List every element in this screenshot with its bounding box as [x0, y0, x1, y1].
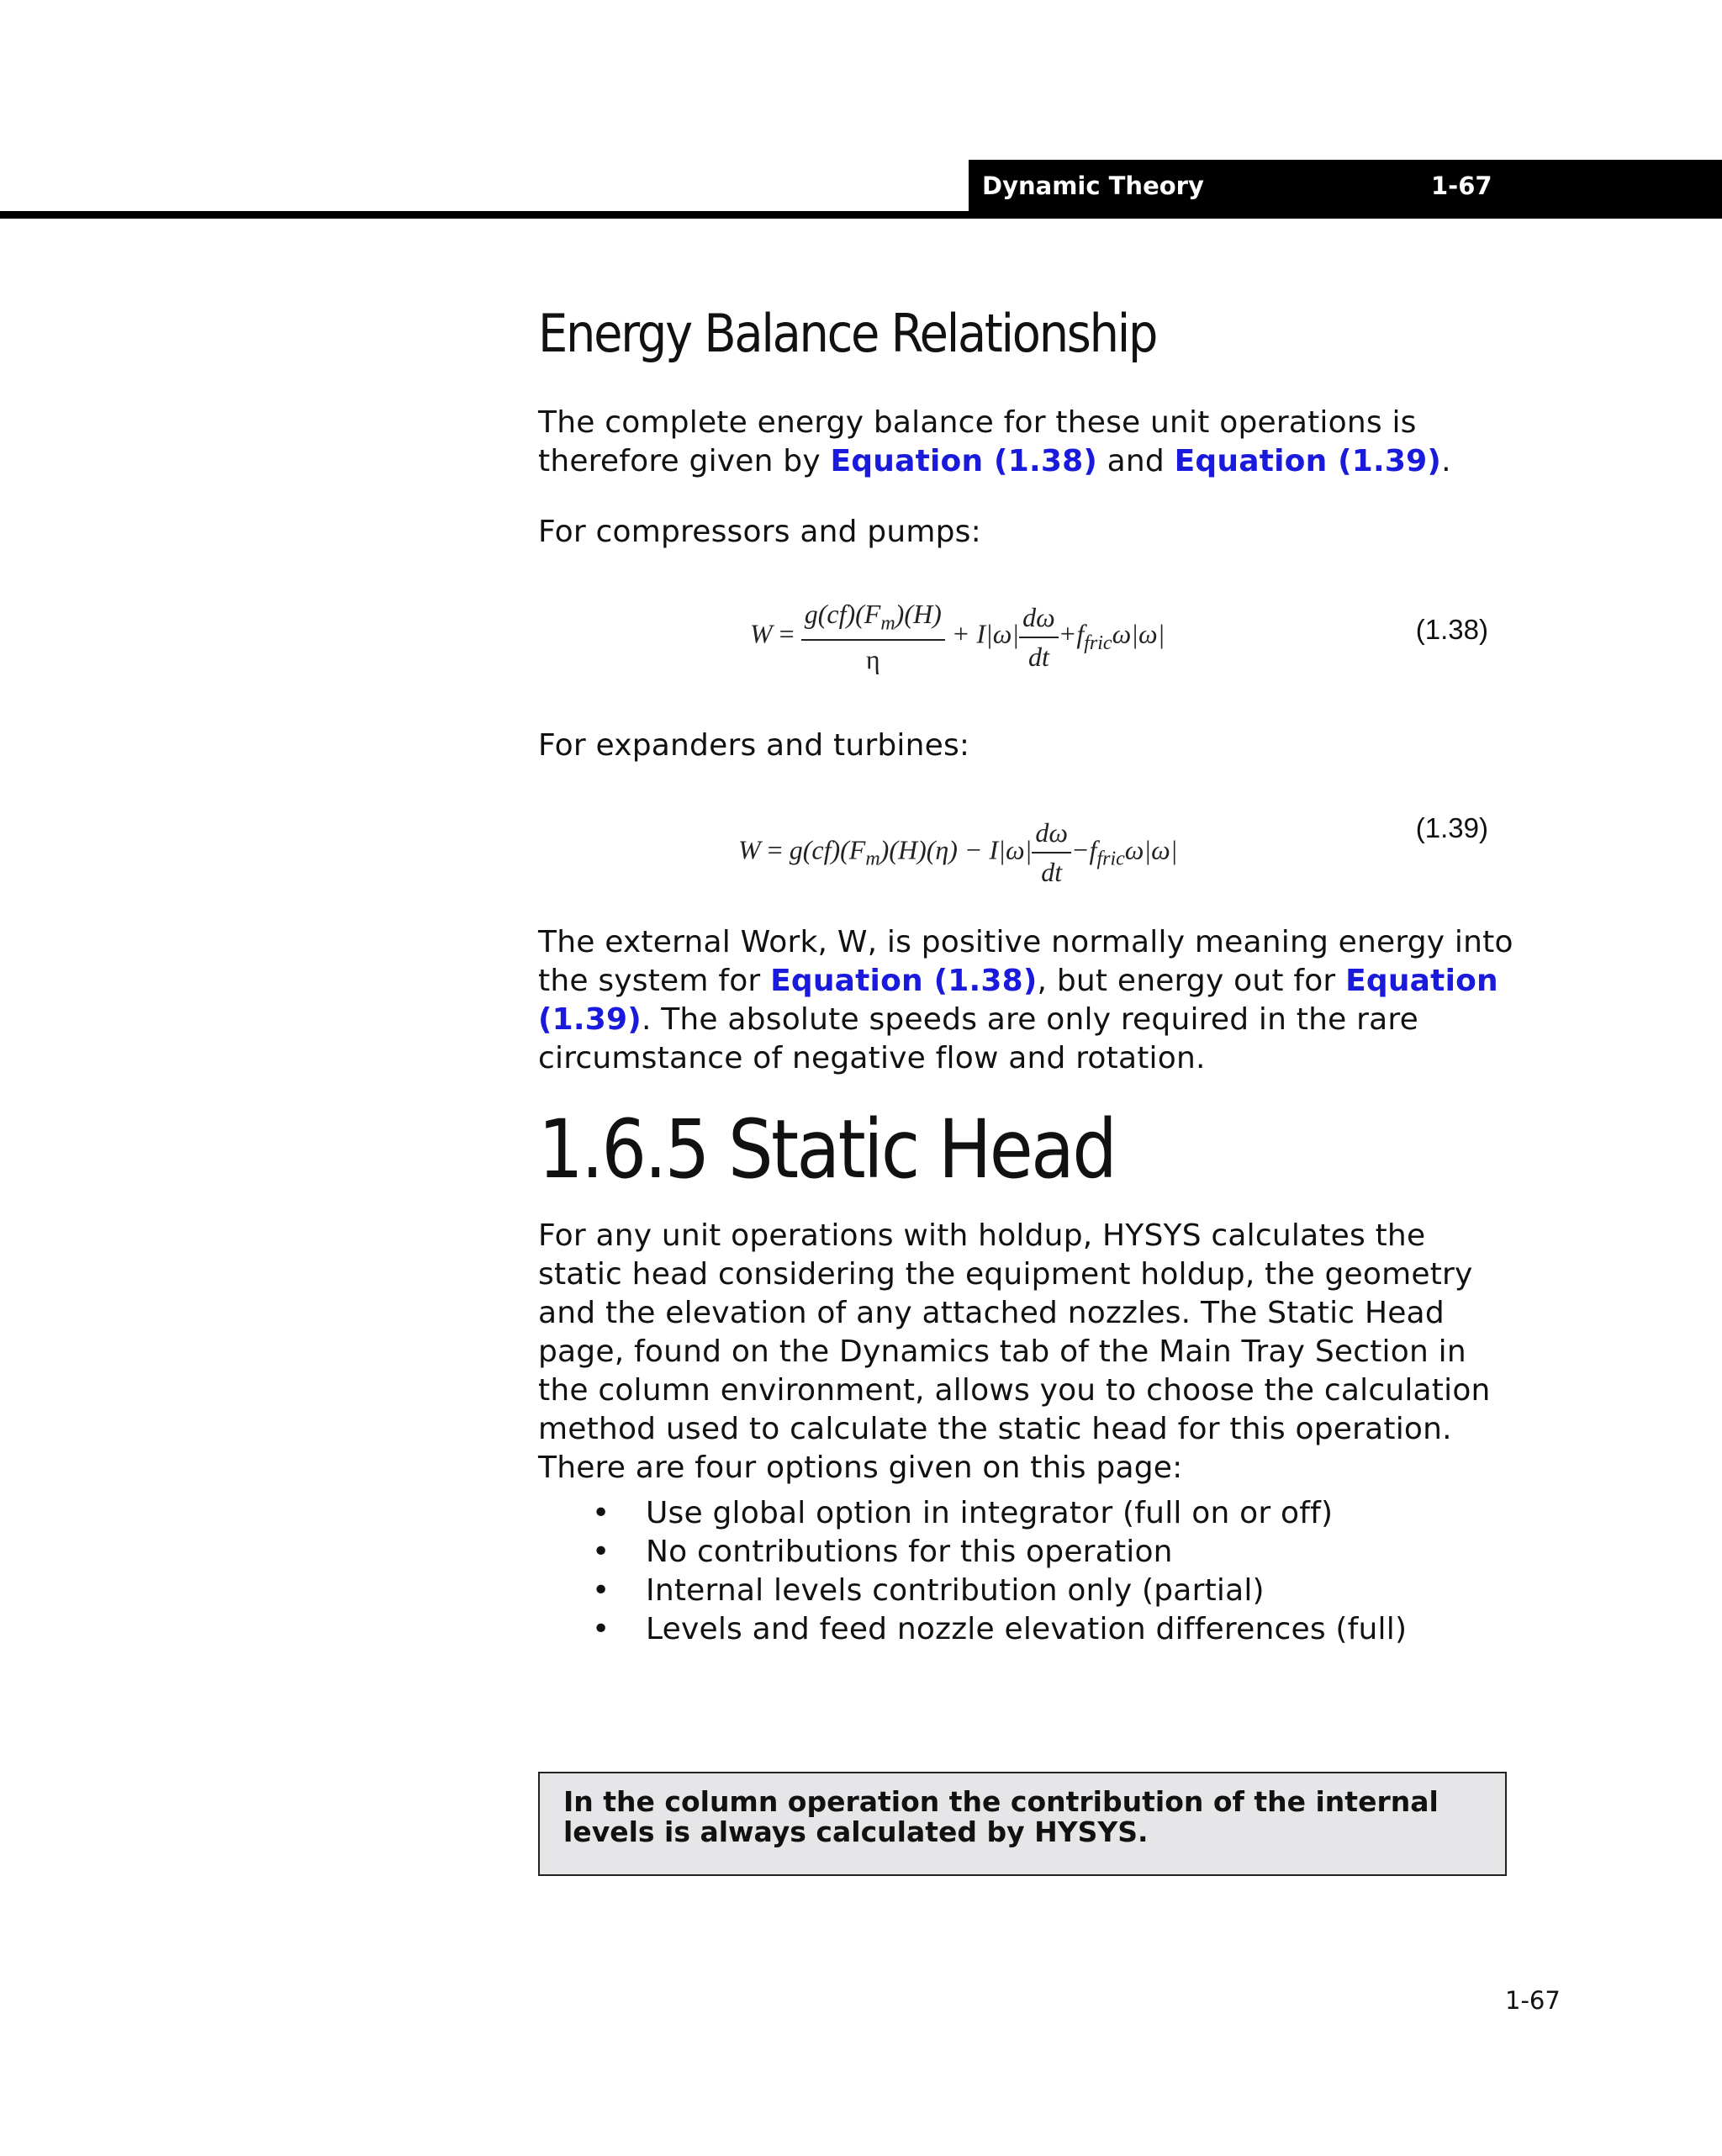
- eq1-inertia-term: + I|ω|: [951, 618, 1020, 649]
- intro-text: The complete energy balance for these unit operations is therefore given by: [538, 405, 1417, 479]
- static-head-options: [538, 1494, 1513, 1649]
- eq2-friction-sub: fric: [1096, 848, 1125, 871]
- running-header-page-number: 1-67: [1431, 172, 1492, 200]
- eq1-equals: =: [779, 618, 795, 649]
- eq1-lhs: W: [750, 618, 773, 649]
- eq2-lhs: W: [738, 834, 761, 865]
- footer-page-number: 1-67: [1505, 1986, 1561, 2015]
- eq2-body: g(cf)(F: [789, 834, 866, 865]
- eq1-denominator: η: [801, 639, 945, 675]
- eq2-derivative-num: dω: [1035, 817, 1068, 848]
- equation-1-38-number: (1.38): [1415, 614, 1488, 646]
- eq1-numerator: g(cf)(F: [804, 599, 881, 630]
- equation-1-39-link-2[interactable]: Equation (1.39): [538, 964, 1498, 1038]
- list-item: • Internal levels contribution only (partial): [646, 1572, 1513, 1610]
- note-box: In the column operation the contribution of the internal levels is always calculated by HYSYS.: [538, 1772, 1507, 1876]
- equation-1-39-number: (1.39): [1415, 812, 1488, 844]
- eq1-friction-end: ω|ω|: [1112, 618, 1165, 649]
- equation-1-38-formula: [750, 599, 1165, 674]
- eq2-equals: =: [767, 834, 783, 865]
- equation-1-38-link-2[interactable]: Equation (1.38): [770, 964, 1038, 999]
- intro-text-and: and: [1096, 444, 1175, 479]
- list-item: • Use global option in integrator (full on or off): [646, 1494, 1513, 1533]
- expanders-label: For expanders and turbines:: [538, 728, 970, 764]
- eq1-derivative: [1019, 602, 1059, 673]
- eq1-fraction: [801, 599, 945, 674]
- eq2-body-sub: m: [865, 848, 880, 871]
- equation-1-38: [538, 599, 1513, 716]
- work-text-mid: , but energy out for: [1037, 964, 1346, 999]
- work-text: The external Work, W, is positive normally meaning energy into the system for: [538, 925, 1513, 999]
- running-header: [969, 160, 1722, 215]
- static-head-title: 1.6.5 Static Head: [538, 1102, 1116, 1197]
- equation-1-39: [538, 812, 1513, 905]
- section-title: Energy Balance Relationship: [538, 303, 1157, 364]
- eq1-numerator-sub: m: [880, 612, 895, 635]
- eq2-derivative-den: dt: [1032, 852, 1071, 888]
- list-item: • Levels and feed nozzle elevation differences (full): [646, 1610, 1513, 1649]
- work-text-end: . The absolute speeds are only required in the rare circumstance of negative flow and rotation.: [538, 1002, 1418, 1076]
- eq2-friction-end: ω|ω|: [1124, 834, 1178, 865]
- intro-paragraph: [538, 404, 1513, 481]
- eq1-derivative-den: dt: [1019, 637, 1059, 673]
- main-content: [538, 303, 1513, 1649]
- eq1-numerator-end: )(H): [895, 599, 942, 630]
- eq1-friction-term: +f: [1058, 618, 1085, 649]
- header-rule: [0, 211, 1722, 219]
- eq2-derivative: [1032, 817, 1071, 888]
- static-head-paragraph: For any unit operations with holdup, HYSYS calculates the static head considering the equipment holdup, the geometry and the elevation of any attached nozzles. The Static Head page, found on the Dynamics tab of the Main Tray Section in the column environment, allows you to choose the calculation method used to calculate the static head for this operation. There are four options given on this page:: [538, 1218, 1491, 1485]
- eq2-friction-term: −f: [1070, 834, 1097, 865]
- compressors-label: For compressors and pumps:: [538, 515, 981, 550]
- equation-1-39-link[interactable]: Equation (1.39): [1174, 444, 1442, 479]
- running-header-title: Dynamic Theory: [982, 172, 1204, 200]
- eq1-derivative-num: dω: [1022, 601, 1055, 632]
- eq1-friction-sub: fric: [1084, 632, 1112, 655]
- work-paragraph: [538, 923, 1513, 1078]
- equation-1-39-formula: [738, 817, 1178, 888]
- eq2-body-end: )(H)(η) − I|ω|: [879, 834, 1033, 865]
- list-item: • No contributions for this operation: [646, 1533, 1513, 1572]
- intro-period: .: [1441, 444, 1451, 479]
- equation-1-38-link[interactable]: Equation (1.38): [830, 444, 1097, 479]
